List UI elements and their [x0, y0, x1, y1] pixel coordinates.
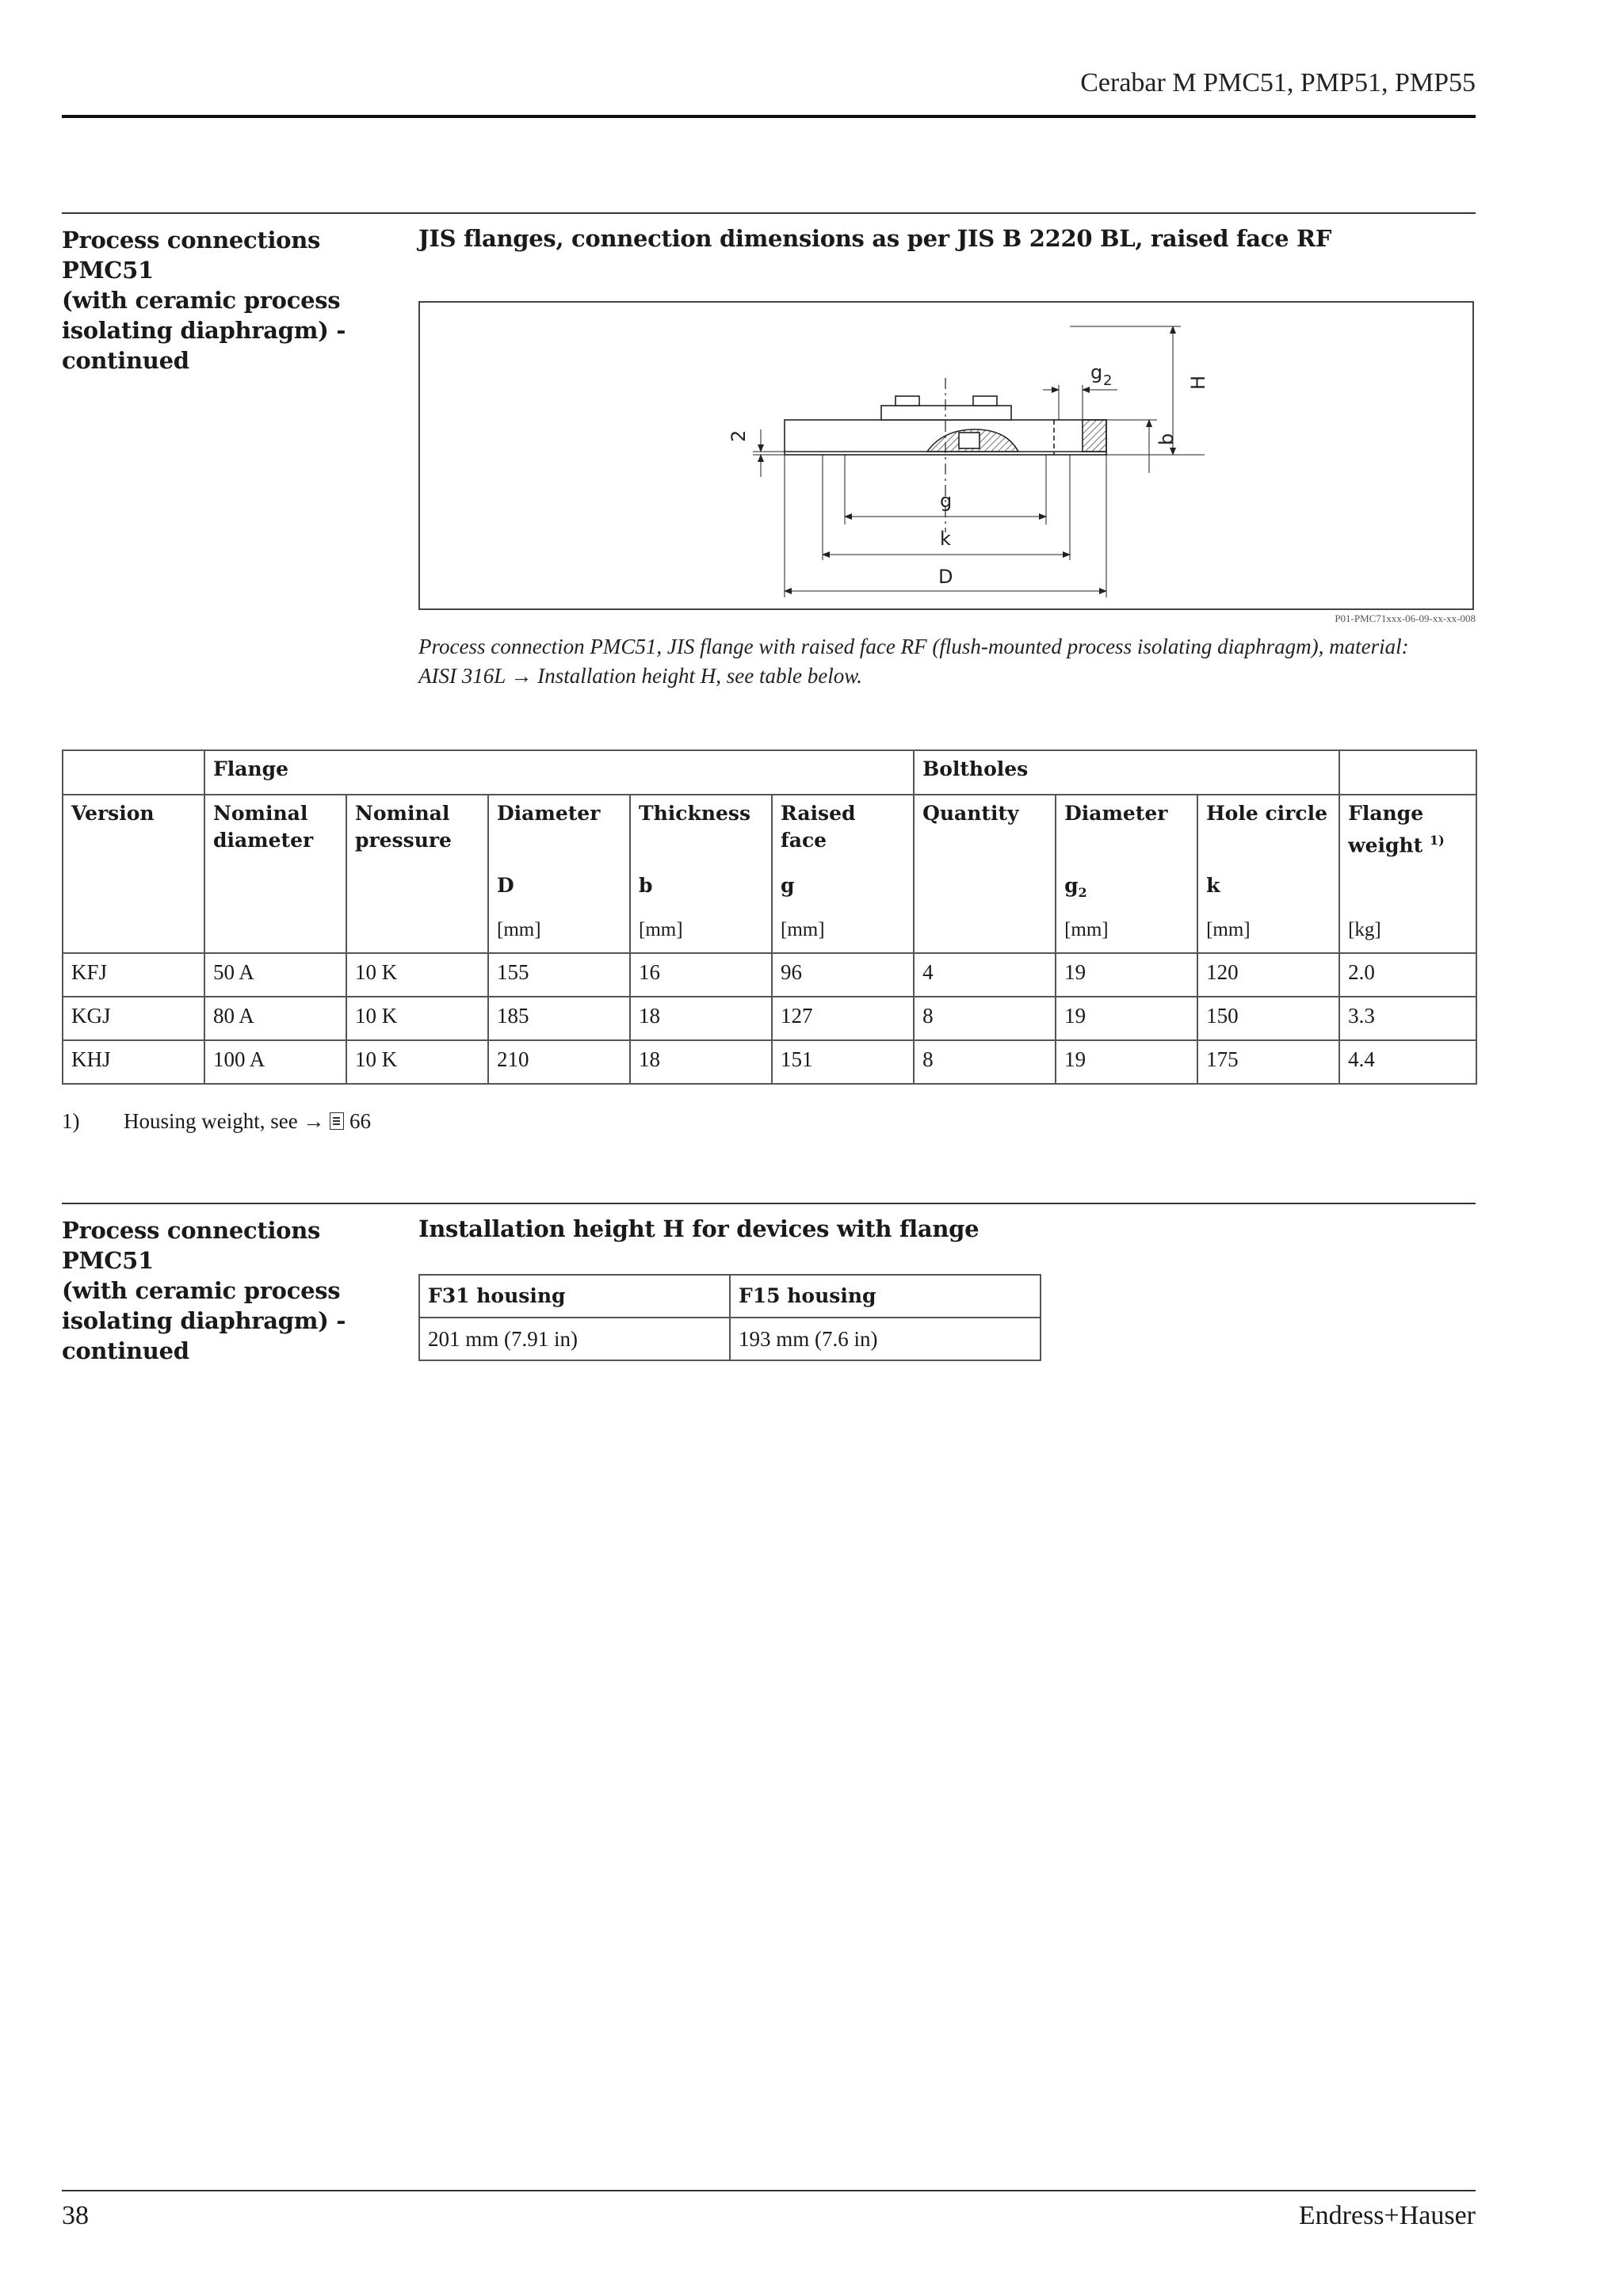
label-k: k: [940, 528, 951, 550]
caption-line: Process connection PMC51, JIS flange with raised face RF (flush-mounted process isolating diaphragm), material:: [418, 635, 1409, 658]
side-heading-line: isolating diaphragm) -: [62, 317, 346, 344]
cell-diameter: 210: [488, 1040, 630, 1084]
section-divider: [62, 212, 1476, 214]
cell-raised-face: 127: [772, 997, 914, 1040]
label-b: b: [1155, 433, 1178, 445]
side-heading: [62, 1215, 395, 1366]
footnote-page-link[interactable]: 66: [349, 1109, 371, 1133]
cell-diameter: 185: [488, 997, 630, 1040]
cell-version: KGJ: [63, 997, 204, 1040]
document-title: Cerabar M PMC51, PMP51, PMP55: [1080, 68, 1476, 97]
header-quantity: Quantity: [914, 795, 1056, 868]
symbol-b: b: [630, 868, 772, 912]
cell-nominal-pressure: 10 K: [346, 1040, 488, 1084]
page-number: 38: [62, 2201, 89, 2230]
side-heading-line: (with ceramic process: [62, 287, 341, 314]
header-version: Version: [63, 795, 204, 868]
brand-name: Endress+Hauser: [1298, 2201, 1476, 2230]
cell-bolt-diameter: 19: [1056, 1040, 1197, 1084]
figure-id: P01-PMC71xxx-06-09-xx-xx-008: [1335, 612, 1476, 624]
cell-f31-height: 201 mm (7.91 in): [419, 1318, 730, 1360]
cell-diameter: 155: [488, 953, 630, 997]
installation-height-table: [418, 1274, 1041, 1361]
header-thickness: Thickness: [630, 795, 772, 868]
header-rule: [62, 115, 1476, 118]
table-row: [63, 1040, 1476, 1084]
header-f15-housing: F15 housing: [730, 1275, 1041, 1318]
page-icon: [330, 1112, 344, 1130]
header-raised-face: Raised face: [772, 795, 914, 868]
cell-version: KFJ: [63, 953, 204, 997]
section-divider: [62, 1203, 1476, 1204]
figure-caption: [418, 632, 1472, 691]
footnote-text: Housing weight, see →: [124, 1109, 330, 1133]
side-heading-line: (with ceramic process: [62, 1277, 341, 1304]
caption-line: AISI 316L → Installation height H, see table below.: [418, 664, 862, 688]
header-bolt-diameter: Diameter: [1056, 795, 1197, 868]
footer-rule: [62, 2190, 1476, 2191]
cell-nominal-pressure: 10 K: [346, 953, 488, 997]
unit-mm: [mm]: [772, 912, 914, 953]
table-row: [63, 997, 1476, 1040]
cell-nominal-pressure: 10 K: [346, 997, 488, 1040]
unit-mm: [mm]: [1197, 912, 1339, 953]
side-heading-line: isolating diaphragm) -: [62, 1307, 346, 1334]
label-g: g: [940, 490, 953, 512]
footnote-number: 1): [62, 1109, 80, 1133]
header-diameter: Diameter: [488, 795, 630, 868]
cell-flange-weight: 2.0: [1339, 953, 1476, 997]
header-nominal-diameter: Nominal diameter: [204, 795, 346, 868]
cell-hole-circle: 120: [1197, 953, 1339, 997]
header-f31-housing: F31 housing: [419, 1275, 730, 1318]
header-hole-circle: Hole circle: [1197, 795, 1339, 868]
jis-flange-table: [62, 749, 1477, 1085]
label-D: D: [938, 566, 953, 588]
table-row: [419, 1318, 1041, 1360]
cell-flange-weight: 4.4: [1339, 1040, 1476, 1084]
group-header-boltholes: Boltholes: [914, 750, 1339, 795]
side-heading-line: continued: [62, 1337, 189, 1364]
section-title: JIS flanges, connection dimensions as per JIS B 2220 BL, raised face RF: [418, 225, 1332, 252]
cell-raised-face: 151: [772, 1040, 914, 1084]
symbol-D: D: [488, 868, 630, 912]
header-flange-weight: Flange weight $^{1)}$: [1339, 795, 1476, 868]
table-row: [63, 953, 1476, 997]
cell-nominal-diameter: 50 A: [204, 953, 346, 997]
side-heading-line: Process connections PMC51: [62, 227, 321, 284]
side-heading: [62, 225, 395, 376]
symbol-g: g: [772, 868, 914, 912]
cell-thickness: 16: [630, 953, 772, 997]
cell-quantity: 8: [914, 1040, 1056, 1084]
label-g2: g: [1090, 361, 1103, 383]
label-2: 2: [727, 429, 750, 442]
footnote: [62, 1109, 371, 1134]
cell-hole-circle: 175: [1197, 1040, 1339, 1084]
unit-kg: [kg]: [1339, 912, 1476, 953]
group-header-flange: Flange: [204, 750, 914, 795]
unit-mm: [mm]: [488, 912, 630, 953]
cell-f15-height: 193 mm (7.6 in): [730, 1318, 1041, 1360]
cell-quantity: 4: [914, 953, 1056, 997]
cell-bolt-diameter: 19: [1056, 997, 1197, 1040]
cell-thickness: 18: [630, 1040, 772, 1084]
symbol-k: k: [1197, 868, 1339, 912]
cell-nominal-diameter: 100 A: [204, 1040, 346, 1084]
header-nominal-pressure: Nominal pressure: [346, 795, 488, 868]
side-heading-line: continued: [62, 347, 189, 374]
cell-flange-weight: 3.3: [1339, 997, 1476, 1040]
cell-quantity: 8: [914, 997, 1056, 1040]
section-title: Installation height H for devices with flange: [418, 1215, 980, 1242]
cell-thickness: 18: [630, 997, 772, 1040]
side-heading-line: Process connections PMC51: [62, 1217, 321, 1274]
unit-mm: [mm]: [630, 912, 772, 953]
cell-bolt-diameter: 19: [1056, 953, 1197, 997]
cell-raised-face: 96: [772, 953, 914, 997]
cell-hole-circle: 150: [1197, 997, 1339, 1040]
flange-diagram: [420, 303, 1472, 608]
cell-version: KHJ: [63, 1040, 204, 1084]
label-H: H: [1187, 375, 1209, 390]
symbol-g2: $g_2$: [1056, 868, 1197, 912]
unit-mm: [mm]: [1056, 912, 1197, 953]
flange-drawing: [418, 301, 1474, 610]
cell-nominal-diameter: 80 A: [204, 997, 346, 1040]
label-g2-sub: 2: [1103, 372, 1113, 389]
